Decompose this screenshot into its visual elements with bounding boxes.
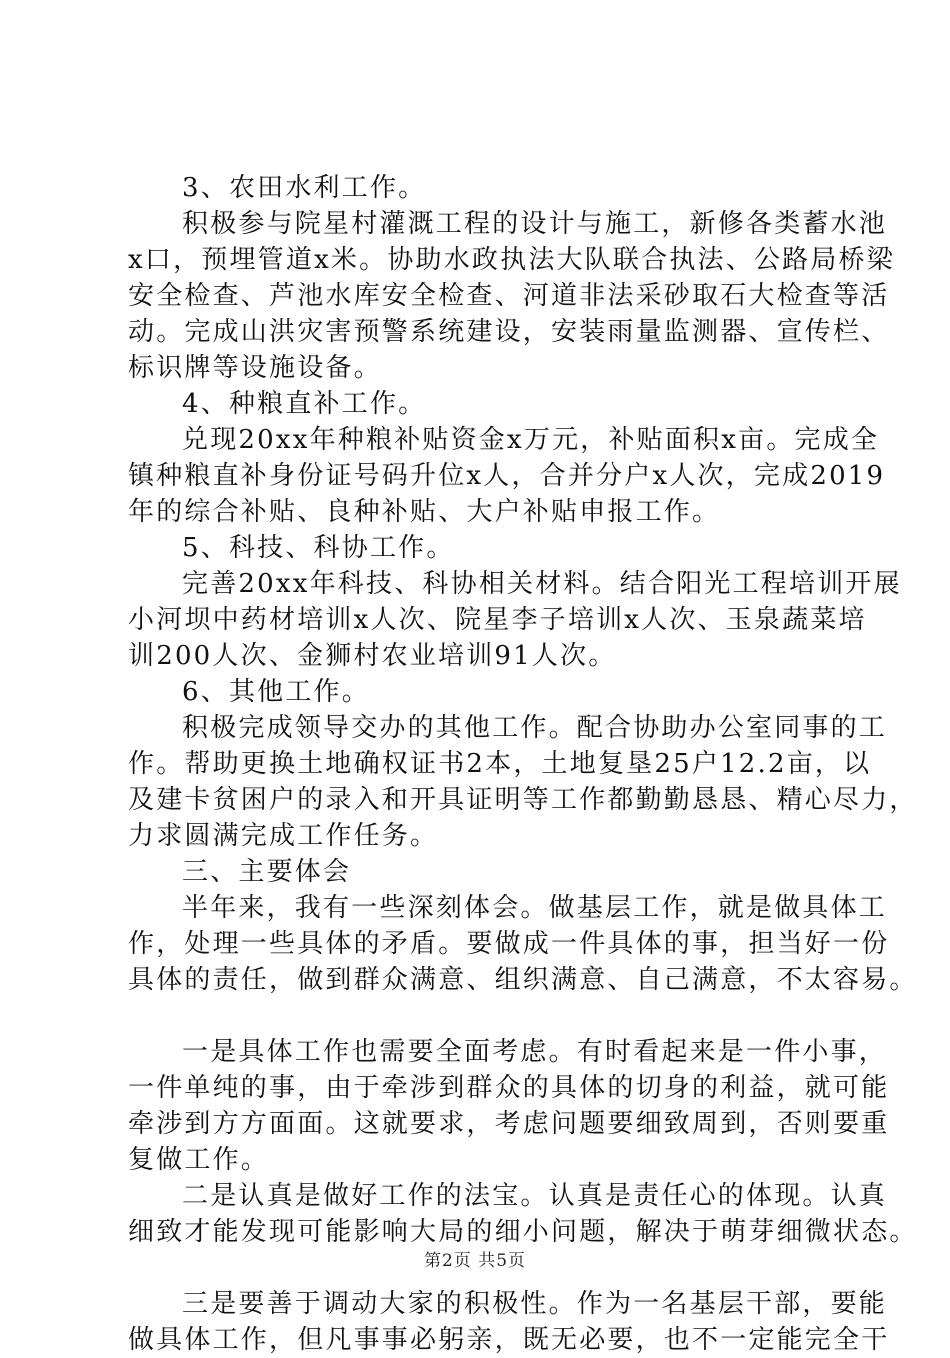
blank-line bbox=[128, 998, 838, 1034]
text-line: 兑现20xx年种粮补贴资金x万元，补贴面积x亩。完成全 bbox=[182, 425, 880, 455]
page-footer bbox=[0, 1246, 950, 1271]
text-line: 一件单纯的事，由于牵涉到群众的具体的切身的利益，就可能 bbox=[128, 1073, 890, 1103]
text-line: 积极参与院星村灌溉工程的设计与施工，新修各类蓄水池 bbox=[182, 209, 888, 239]
text-line: 及建卡贫困户的录入和开具证明等工作都勤勤恳恳、精心尽力， bbox=[128, 785, 918, 815]
text-line: 镇种粮直补身份证号码升位x人，合并分户x人次，完成2019 bbox=[128, 461, 886, 491]
text-line: 积极完成领导交办的其他工作。配合协助办公室同事的工 bbox=[182, 713, 888, 743]
text-line: 具体的责任，做到群众满意、组织满意、自己满意，不太容易。 bbox=[128, 965, 918, 995]
text-line: 三、主要体会 bbox=[182, 857, 352, 887]
text-line: 二是认真是做好工作的法宝。认真是责任心的体现。认真 bbox=[182, 1181, 888, 1211]
text-line: 牵涉到方方面面。这就要求，考虑问题要细致周到，否则要重 bbox=[128, 1109, 890, 1139]
text-line: 三是要善于调动大家的积极性。作为一名基层干部，要能 bbox=[182, 1289, 888, 1319]
page-number-label: 第2页 共5页 bbox=[423, 1251, 527, 1271]
text-line: 5、科技、科协工作。 bbox=[182, 533, 455, 563]
text-line: 半年来，我有一些深刻体会。做基层工作，就是做具体工 bbox=[182, 893, 888, 923]
text-line: 3、农田水利工作。 bbox=[182, 173, 427, 203]
text-line: 细致才能发现可能影响大局的细小问题，解决于萌芽细微状态。 bbox=[128, 1217, 918, 1247]
text-line: 标识牌等设施设备。 bbox=[128, 353, 382, 383]
text-line: 作，处理一些具体的矛盾。要做成一件具体的事，担当好一份 bbox=[128, 929, 890, 959]
text-line: 完善20xx年科技、科协相关材料。结合阳光工程培训开展 bbox=[182, 569, 902, 599]
text-line: 力求圆满完成工作任务。 bbox=[128, 821, 439, 851]
text-line: 一是具体工作也需要全面考虑。有时看起来是一件小事， bbox=[182, 1037, 888, 1067]
text-line: 动。完成山洪灾害预警系统建设，安装雨量监测器、宣传栏、 bbox=[128, 317, 890, 347]
text-line: 复做工作。 bbox=[128, 1145, 270, 1175]
text-line: 作。帮助更换土地确权证书2本，土地复垦25户12.2亩，以 bbox=[128, 749, 872, 779]
document-body bbox=[128, 170, 918, 1358]
text-line: 6、其他工作。 bbox=[182, 677, 370, 707]
text-line: 安全检查、芦池水库安全检查、河道非法采砂取石大检查等活 bbox=[128, 281, 890, 311]
text-line: 做具体工作，但凡事事必躬亲，既无必要，也不一定能完全干 bbox=[128, 1325, 890, 1355]
text-line: 小河坝中药材培训x人次、院星李子培训x人次、玉泉蔬菜培 bbox=[128, 605, 867, 635]
text-line: x口，预埋管道x米。协助水政执法大队联合执法、公路局桥梁 bbox=[128, 245, 895, 275]
text-line: 训200人次、金狮村农业培训91人次。 bbox=[128, 641, 617, 671]
text-line: 4、种粮直补工作。 bbox=[182, 389, 427, 419]
text-line: 年的综合补贴、良种补贴、大户补贴申报工作。 bbox=[128, 497, 721, 527]
